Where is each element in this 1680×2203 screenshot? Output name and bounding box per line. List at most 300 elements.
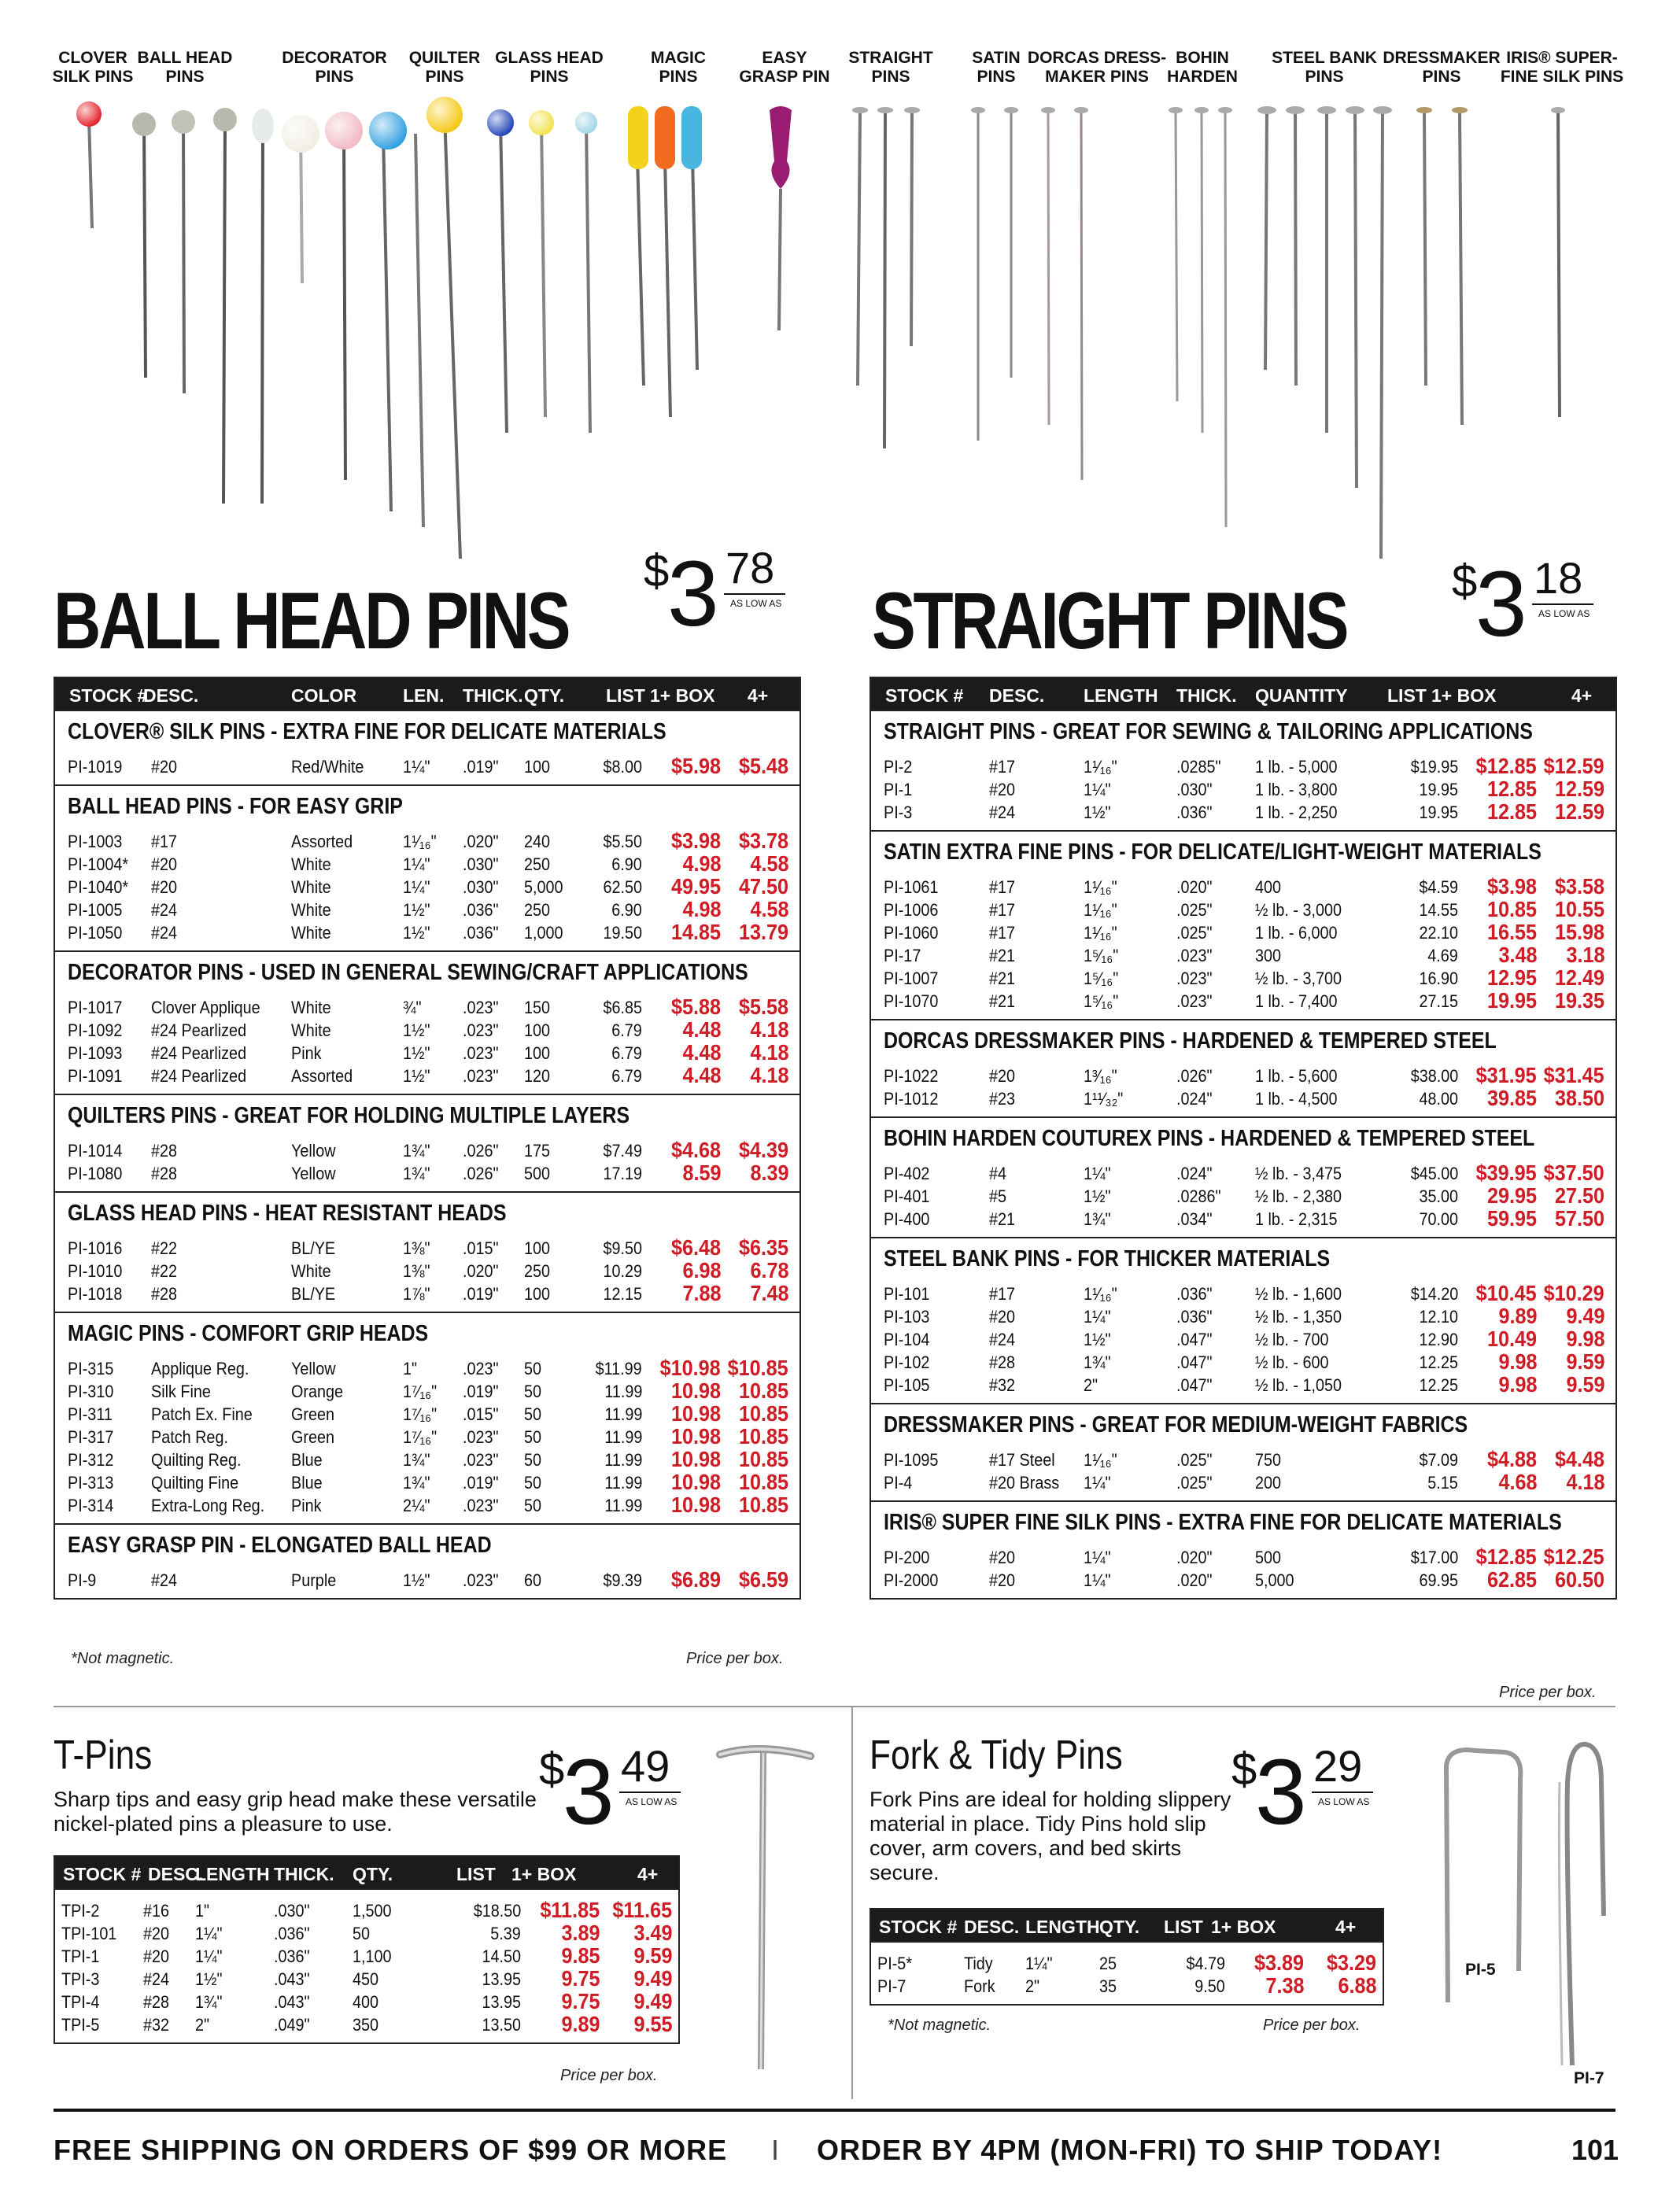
table-cell: $37.50 — [1543, 1161, 1604, 1185]
table-row — [871, 1349, 1615, 1372]
table-cell: White — [291, 854, 331, 874]
table-cell: .026" — [463, 1164, 499, 1183]
table-section — [55, 1888, 678, 2042]
table-cell: .030" — [274, 1901, 310, 1921]
table-cell: $11.65 — [612, 1898, 672, 1922]
table-cell: 62.50 — [603, 877, 642, 897]
table-cell: Yellow — [291, 1141, 336, 1161]
table-cell: $5.98 — [670, 754, 721, 778]
tpins-table — [54, 1855, 680, 2044]
table-cell: 400 — [353, 1992, 379, 2012]
table-cell: .023" — [463, 1043, 499, 1063]
table-cell: 50 — [524, 1359, 542, 1378]
column-header: 4+ — [637, 1864, 659, 1884]
table-cell: 6.98 — [681, 1258, 721, 1282]
table-cell: $6.48 — [670, 1235, 721, 1260]
table-section — [55, 950, 799, 1094]
table-cell: 6.88 — [1337, 1973, 1376, 1998]
section-title: DECORATOR PINS - USED IN GENERAL SEWING/CRAFT APPLICATIONS — [68, 960, 748, 985]
table-cell: .0285" — [1176, 757, 1221, 777]
table-cell: 1½" — [1084, 1330, 1111, 1349]
table-cell: 9.49 — [633, 1966, 672, 1991]
price-whole: 3 — [563, 1740, 615, 1844]
table-cell: #17 — [989, 900, 1016, 920]
table-cell: 9.49 — [1565, 1304, 1604, 1328]
table-cell: 500 — [524, 1164, 551, 1183]
table-cell: 1¼" — [195, 1924, 223, 1943]
table-cell: .036" — [463, 900, 499, 920]
fork-price — [1231, 1740, 1389, 1844]
table-cell: 4.18 — [1565, 1470, 1604, 1494]
table-cell: .030" — [1176, 780, 1213, 799]
table-row — [55, 1356, 799, 1378]
table-cell: Orange — [291, 1382, 344, 1401]
footer-rule — [54, 2109, 1615, 2112]
column-header: 1+ BOX — [511, 1864, 577, 1884]
table-cell: $9.50 — [603, 1238, 642, 1258]
table-cell: .047" — [1176, 1330, 1213, 1349]
table-cell: 300 — [1255, 946, 1282, 965]
table-section — [55, 1312, 799, 1523]
table-row — [871, 874, 1615, 897]
table-cell: 1,100 — [353, 1947, 392, 1966]
table-cell: .030" — [463, 854, 499, 874]
table-cell: 11.99 — [604, 1404, 642, 1424]
table-cell: 27.50 — [1554, 1183, 1604, 1208]
section-title: SATIN EXTRA FINE PINS - FOR DELICATE/LIGHT-WEIGHT MATERIALS — [884, 840, 1542, 865]
table-cell: .025" — [1176, 1450, 1213, 1470]
column-header: QTY. — [524, 685, 565, 706]
table-cell: 14.50 — [482, 1947, 521, 1966]
table-cell: 12.25 — [1419, 1352, 1458, 1372]
table-cell: 10.98 — [670, 1378, 721, 1403]
table-section — [871, 1019, 1615, 1116]
footer-shipping: FREE SHIPPING ON ORDERS OF $99 OR MORE — [54, 2134, 728, 2166]
table-cell: 69.95 — [1419, 1570, 1458, 1590]
table-cell: 12.90 — [1419, 1330, 1458, 1349]
table-row — [871, 1183, 1615, 1206]
table-cell: Red/White — [291, 757, 364, 777]
table-cell: PI-1050 — [68, 923, 123, 943]
table-cell: 13.95 — [482, 1969, 521, 1989]
table-cell: Applique Reg. — [151, 1359, 249, 1378]
table-cell: 9.75 — [560, 1966, 600, 1991]
table-cell: 12.25 — [1419, 1375, 1458, 1395]
table-cell: 13.50 — [482, 2015, 521, 2035]
table-cell: #21 — [989, 1209, 1016, 1229]
pin-label-steel-bank-pins: STEEL BANK PINS — [1272, 49, 1377, 86]
table-cell: 35 — [1099, 1976, 1117, 1996]
table-cell: 11.99 — [604, 1427, 642, 1447]
table-cell: $3.98 — [1486, 874, 1537, 899]
tpins-price — [539, 1740, 696, 1844]
table-cell: 10.85 — [738, 1447, 788, 1471]
price-whole: 3 — [667, 542, 719, 646]
table-cell: #20 — [151, 877, 178, 897]
table-cell: $4.79 — [1186, 1954, 1225, 1973]
table-cell: 11.99 — [604, 1382, 642, 1401]
table-cell: PI-3 — [884, 803, 913, 822]
table-cell: 7.48 — [749, 1281, 788, 1305]
table-cell: 10.98 — [670, 1401, 721, 1426]
pin-label-bohin-pins: BOHIN HARDEN — [1167, 49, 1238, 86]
table-cell: Yellow — [291, 1359, 336, 1378]
table-cell: Green — [291, 1427, 335, 1447]
footer-separator: I — [771, 2134, 780, 2166]
pin-label-decorator-pins: DECORATOR PINS — [282, 49, 387, 86]
table-row — [55, 828, 799, 851]
table-cell: #32 — [989, 1375, 1016, 1395]
table-cell: 10.85 — [738, 1424, 788, 1448]
table-cell: #20 — [151, 854, 178, 874]
straight-pin-heads — [852, 106, 1565, 114]
table-cell: 19.35 — [1554, 988, 1604, 1013]
table-cell: PI-1012 — [884, 1089, 939, 1109]
table-section — [55, 784, 799, 950]
pin-label-easy-grasp-pin: EASY GRASP PIN — [739, 49, 830, 86]
pin-label-glass-head-pins: GLASS HEAD PINS — [495, 49, 604, 86]
section-title: QUILTERS PINS - GREAT FOR HOLDING MULTIPLE LAYERS — [68, 1103, 630, 1128]
table-cell: $38.00 — [1410, 1066, 1458, 1086]
table-cell: ½ lb. - 1,600 — [1255, 1284, 1342, 1304]
table-cell: 1½" — [403, 1066, 430, 1086]
table-cell: $8.00 — [603, 757, 642, 777]
price-dollar: $ — [539, 1744, 565, 1795]
column-header: DESC. — [148, 1864, 204, 1884]
straight-title: STRAIGHT PINS — [872, 576, 1347, 666]
table-cell: .023" — [1176, 969, 1213, 988]
table-cell: $11.99 — [595, 1359, 642, 1378]
table-cell: Extra-Long Reg. — [151, 1496, 265, 1515]
pin-label-straight-pins: STRAIGHT PINS — [848, 49, 933, 86]
table-cell: $5.48 — [738, 754, 788, 778]
table-cell: #23 — [989, 1089, 1016, 1109]
section-title: MAGIC PINS - COMFORT GRIP HEADS — [68, 1321, 429, 1346]
table-cell: .036" — [1176, 1284, 1213, 1304]
table-cell: PI-1 — [884, 780, 913, 799]
table-cell: .020" — [1176, 877, 1213, 897]
table-cell: #24 Pearlized — [151, 1043, 247, 1063]
table-cell: 4.58 — [749, 851, 788, 876]
table-cell: PI-17 — [884, 946, 921, 965]
table-cell: 1³⁄₁₆" — [1084, 1066, 1117, 1086]
table-cell: #21 — [989, 946, 1016, 965]
fork-pins-image — [1432, 1735, 1621, 2073]
table-cell: 3.89 — [560, 1921, 600, 1945]
table-cell: #17 Steel — [989, 1450, 1055, 1470]
table-row — [871, 777, 1615, 799]
table-section — [55, 1094, 799, 1191]
table-cell: White — [291, 998, 331, 1017]
table-cell: #5 — [989, 1186, 1007, 1206]
pin-label-ball-head-pins: BALL HEAD PINS — [137, 49, 233, 86]
table-cell: 50 — [524, 1427, 542, 1447]
section-title: DORCAS DRESSMAKER PINS - HARDENED & TEMPERED STEEL — [884, 1028, 1497, 1054]
table-row — [55, 754, 799, 777]
table-cell: 120 — [524, 1066, 551, 1086]
table-cell: .026" — [1176, 1066, 1213, 1086]
table-cell: $3.58 — [1554, 874, 1604, 899]
table-cell: 12.59 — [1554, 777, 1604, 801]
table-cell: 12.15 — [603, 1284, 642, 1304]
table-cell: 1½" — [403, 1043, 430, 1063]
table-cell: 7.88 — [681, 1281, 721, 1305]
table-cell: 10.85 — [738, 1401, 788, 1426]
table-row — [55, 1898, 678, 1921]
table-cell: 50 — [524, 1404, 542, 1424]
table-cell: PI-1022 — [884, 1066, 939, 1086]
table-cell: 9.59 — [1565, 1349, 1604, 1374]
column-header: 1+ BOX — [1431, 685, 1497, 706]
table-cell: $45.00 — [1410, 1164, 1458, 1183]
table-cell: #22 — [151, 1261, 178, 1281]
table-row — [871, 897, 1615, 920]
price-whole: 3 — [1255, 1740, 1307, 1844]
table-cell: White — [291, 1020, 331, 1040]
table-cell: #28 — [151, 1284, 178, 1304]
table-cell: 1¼" — [1084, 1164, 1111, 1183]
tpins-title: T-Pins — [54, 1733, 153, 1778]
table-cell: .047" — [1176, 1352, 1213, 1372]
table-row — [55, 1040, 799, 1063]
table-cell: PI-2 — [884, 757, 913, 777]
table-cell: .026" — [463, 1141, 499, 1161]
table-cell: PI-1060 — [884, 923, 939, 943]
table-cell: PI-1093 — [68, 1043, 123, 1063]
table-cell: $18.50 — [473, 1901, 521, 1921]
table-cell: 1½" — [403, 1570, 430, 1590]
table-cell: .024" — [1176, 1164, 1213, 1183]
table-cell: 1 lb. - 6,000 — [1255, 923, 1338, 943]
column-header: 4+ — [1335, 1917, 1357, 1937]
table-cell: 11.99 — [604, 1473, 642, 1493]
table-cell: 49.95 — [670, 874, 721, 899]
pin-label-magic-pins: MAGIC PINS — [651, 49, 706, 86]
table-cell: 1¾" — [403, 1141, 430, 1161]
table-cell: Blue — [291, 1473, 323, 1493]
table-cell: TPI-1 — [61, 1947, 100, 1966]
column-header: LENGTH — [195, 1864, 270, 1884]
table-cell: .023" — [1176, 991, 1213, 1011]
not-magnetic-note: *Not magnetic. — [71, 1650, 175, 1667]
table-cell: 4.48 — [681, 1063, 721, 1087]
table-cell: $4.88 — [1486, 1447, 1537, 1471]
ball-head-price — [644, 542, 801, 646]
table-cell: PI-1061 — [884, 877, 939, 897]
table-cell: 15.98 — [1554, 920, 1604, 944]
straight-price — [1452, 552, 1609, 656]
table-cell: PI-105 — [884, 1375, 930, 1395]
table-cell: PI-313 — [68, 1473, 114, 1493]
table-row — [55, 1017, 799, 1040]
table-cell: 10.55 — [1554, 897, 1604, 921]
table-cell: 1¼" — [1084, 1570, 1111, 1590]
table-cell: 1¼" — [1084, 780, 1111, 799]
table-row — [55, 851, 799, 874]
table-row — [55, 1989, 678, 2012]
table-cell: 1¹⁄₁₆" — [1084, 877, 1117, 897]
table-cell: 1¾" — [403, 1164, 430, 1183]
table-cell: White — [291, 1261, 331, 1281]
table-cell: PI-1014 — [68, 1141, 123, 1161]
table-cell: $31.45 — [1543, 1063, 1604, 1087]
table-cell: 50 — [524, 1382, 542, 1401]
table-cell: 450 — [353, 1969, 379, 1989]
table-cell: 6.79 — [611, 1066, 642, 1086]
table-cell: TPI-4 — [61, 1992, 100, 2012]
table-cell: #24 Pearlized — [151, 1066, 247, 1086]
table-cell: $14.20 — [1410, 1284, 1458, 1304]
table-cell: .036" — [274, 1924, 310, 1943]
table-row — [55, 1921, 678, 1943]
table-cell: PI-1092 — [68, 1020, 123, 1040]
table-cell: White — [291, 877, 331, 897]
price-dollar: $ — [1231, 1744, 1257, 1795]
fork-title: Fork & Tidy Pins — [870, 1733, 1123, 1778]
table-cell: 150 — [524, 998, 551, 1017]
table-cell: .025" — [1176, 900, 1213, 920]
table-cell: $3.98 — [670, 828, 721, 853]
table-cell: PI-7 — [877, 1976, 906, 1996]
table-row — [55, 1567, 799, 1590]
table-cell: 60.50 — [1554, 1567, 1604, 1592]
table-cell: Green — [291, 1404, 335, 1424]
table-cell: PI-1091 — [68, 1066, 123, 1086]
table-cell: 1" — [195, 1901, 210, 1921]
tpins-description: Sharp tips and easy grip head make these versatile nickel-plated pins a pleasure to use. — [54, 1788, 537, 1836]
section-spacer — [871, 1996, 1383, 2004]
table-cell: .019" — [463, 1473, 499, 1493]
table-cell: $6.59 — [738, 1567, 788, 1592]
table-row — [55, 1424, 799, 1447]
table-cell: 39.85 — [1486, 1086, 1537, 1110]
price-dollar: $ — [1452, 555, 1478, 607]
table-row — [871, 799, 1615, 822]
table-cell: 12.49 — [1554, 965, 1604, 990]
table-row — [871, 943, 1615, 965]
table-cell: .034" — [1176, 1209, 1213, 1229]
table-cell: 1,000 — [524, 923, 563, 943]
table-cell: $5.50 — [603, 832, 642, 851]
table-cell: #28 — [989, 1352, 1016, 1372]
table-cell: 9.55 — [633, 2012, 672, 2036]
table-cell: ½ lb. - 700 — [1255, 1330, 1329, 1349]
table-cell: TPI-2 — [61, 1901, 100, 1921]
table-section — [55, 1191, 799, 1312]
table-cell: $39.95 — [1475, 1161, 1537, 1185]
table-cell: 1½" — [403, 1020, 430, 1040]
table-cell: PI-2000 — [884, 1570, 939, 1590]
table-cell: $4.39 — [738, 1138, 788, 1162]
table-cell: $3.78 — [738, 828, 788, 853]
pin-label-dorcas-pins: DORCAS DRESS- MAKER PINS — [1027, 49, 1167, 86]
table-cell: 1¹¹⁄₃₂" — [1084, 1089, 1124, 1109]
table-cell: 1¾" — [403, 1450, 430, 1470]
table-section — [55, 710, 799, 784]
table-cell: PI-101 — [884, 1284, 930, 1304]
price-cents: 18 — [1534, 553, 1583, 603]
table-cell: 14.85 — [670, 920, 721, 944]
table-row — [55, 1281, 799, 1304]
table-cell: Assorted — [291, 832, 353, 851]
table-cell: .019" — [463, 1382, 499, 1401]
pins-photo — [0, 87, 1680, 574]
pi5-label: PI-5 — [1465, 1961, 1496, 1979]
table-cell: 1½" — [1084, 803, 1111, 822]
table-cell: 1 lb. - 3,800 — [1255, 780, 1338, 799]
column-header: THICK. — [463, 685, 523, 706]
table-cell: .036" — [1176, 1307, 1213, 1327]
table-cell: #20 — [989, 1570, 1016, 1590]
page-number: 101 — [1571, 2134, 1619, 2166]
table-cell: 10.98 — [670, 1424, 721, 1448]
table-cell: Yellow — [291, 1164, 336, 1183]
table-cell: #24 Pearlized — [151, 1020, 247, 1040]
section-title: EASY GRASP PIN - ELONGATED BALL HEAD — [68, 1533, 492, 1558]
table-cell: 60 — [524, 1570, 542, 1590]
price-rule — [619, 1792, 681, 1793]
table-cell: #20 — [143, 1924, 170, 1943]
table-cell: 50 — [524, 1473, 542, 1493]
column-header: 4+ — [1571, 685, 1593, 706]
column-header: DESC. — [989, 685, 1045, 706]
table-cell: 70.00 — [1419, 1209, 1458, 1229]
price-per-box-note: Price per box. — [1499, 1684, 1597, 1701]
table-row — [55, 1161, 799, 1183]
table-row — [55, 1447, 799, 1470]
table-cell: $10.29 — [1543, 1281, 1604, 1305]
table-header — [55, 678, 799, 710]
table-cell: $12.59 — [1543, 754, 1604, 778]
table-cell: 10.85 — [738, 1470, 788, 1494]
table-row — [55, 897, 799, 920]
table-cell: 12.85 — [1486, 799, 1537, 824]
table-cell: 4.18 — [749, 1040, 788, 1065]
table-cell: 1¼" — [195, 1947, 223, 1966]
table-cell: #28 — [151, 1141, 178, 1161]
table-cell: 16.90 — [1419, 969, 1458, 988]
table-cell: $12.25 — [1543, 1544, 1604, 1569]
table-cell: 6.90 — [611, 854, 642, 874]
table-cell: PI-1080 — [68, 1164, 123, 1183]
table-cell: 1 lb. - 5,000 — [1255, 757, 1338, 777]
table-cell: .036" — [463, 923, 499, 943]
table-cell: $10.85 — [727, 1356, 788, 1380]
column-header: LIST — [1387, 685, 1427, 706]
table-row — [55, 1378, 799, 1401]
table-cell: Pink — [291, 1043, 322, 1063]
table-cell: 1⅞" — [403, 1284, 430, 1304]
table-cell: 12.59 — [1554, 799, 1604, 824]
table-cell: 9.98 — [1497, 1372, 1537, 1397]
table-cell: PI-1019 — [68, 757, 123, 777]
ball-head-table — [54, 677, 801, 1600]
table-cell: $10.98 — [659, 1356, 721, 1380]
table-cell: 1¼" — [403, 757, 430, 777]
table-cell: PI-104 — [884, 1330, 930, 1349]
table-cell: Blue — [291, 1450, 323, 1470]
table-row — [871, 1567, 1615, 1590]
table-cell: 1¼" — [1084, 1548, 1111, 1567]
table-row — [55, 920, 799, 943]
as-low-as: AS LOW AS — [1538, 608, 1590, 619]
table-row — [871, 965, 1615, 988]
table-cell: 1¹⁄₁₆" — [1084, 900, 1117, 920]
table-row — [55, 874, 799, 897]
table-cell: .023" — [463, 1450, 499, 1470]
table-row — [871, 1304, 1615, 1327]
table-cell: .020" — [1176, 1570, 1213, 1590]
